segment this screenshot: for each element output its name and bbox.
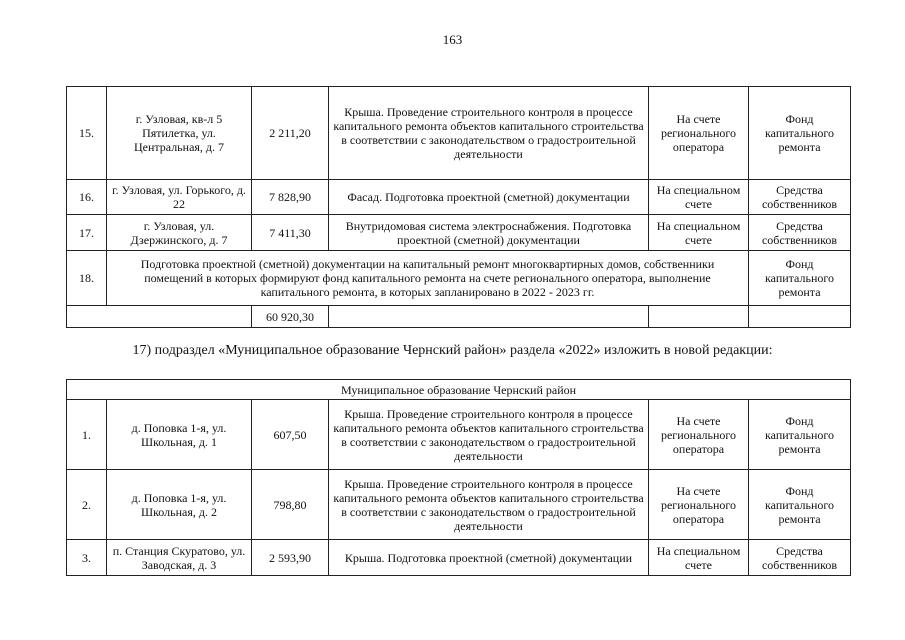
work-type-cell: Крыша. Проведение строительного контроля в процессе капитального ремонта объектов капитального строительства в соответствии с законодательством о градостроительной деятельности [329,400,649,470]
account-type-cell: На счете регионального оператора [649,400,749,470]
funding-source-cell: Фонд капитального ремонта [749,400,851,470]
table-row [67,180,851,215]
address-cell: д. Поповка 1-я, ул. Школьная, д. 1 [107,400,252,470]
address-cell: г. Узловая, ул. Горького, д. 22 [107,180,252,215]
account-type-cell: На специальном счете [649,215,749,251]
row-number: 2. [67,470,107,540]
table-row [67,215,851,251]
section-header: Муниципальное образование Чернский район [67,380,851,400]
account-type-cell: На счете регионального оператора [649,87,749,180]
row-number: 16. [67,180,107,215]
works-table-chernsky [66,379,851,576]
work-type-cell: Крыша. Проведение строительного контроля в процессе капитального ремонта объектов капитального строительства в соответствии с законодательством о градостроительной деятельности [329,470,649,540]
merged-description-cell: Подготовка проектной (сметной) документации на капитальный ремонт многоквартирных домов, собственники помещений в которых формируют фонд капитального ремонта на счете регионального оператора, выполнение капитального ремонта, в которых запланировано в 2022 - 2023 гг. [107,251,749,306]
row-number: 17. [67,215,107,251]
table-row [67,251,851,306]
address-cell: г. Узловая, кв-л 5 Пятилетка, ул. Центральная, д. 7 [107,87,252,180]
page-number: 163 [442,32,463,47]
row-number: 15. [67,87,107,180]
amount-cell: 7 411,30 [252,215,329,251]
amount-cell: 2 593,90 [252,540,329,576]
address-cell: п. Станция Скуратово, ул. Заводская, д. 3 [107,540,252,576]
work-type-cell: Фасад. Подготовка проектной (сметной) документации [329,180,649,215]
address-cell: д. Поповка 1-я, ул. Школьная, д. 2 [107,470,252,540]
works-table-uzlovaya [66,86,851,328]
empty-cell [329,306,649,328]
row-number: 1. [67,400,107,470]
amount-cell: 798,80 [252,470,329,540]
table-row [67,540,851,576]
amendment-paragraph: 17) подраздел «Муниципальное образование Чернский район» раздела «2022» изложить в новой редакции: [132,343,773,358]
amount-cell: 7 828,90 [252,180,329,215]
total-amount: 60 920,30 [252,306,329,328]
account-type-cell: На специальном счете [649,540,749,576]
empty-cell [749,306,851,328]
account-type-cell: На счете регионального оператора [649,470,749,540]
funding-source-cell: Фонд капитального ремонта [749,470,851,540]
funding-source-cell: Фонд капитального ремонта [749,87,851,180]
work-type-cell: Крыша. Подготовка проектной (сметной) документации [329,540,649,576]
amount-cell: 607,50 [252,400,329,470]
row-number: 18. [67,251,107,306]
empty-cell [67,306,252,328]
table-row [67,470,851,540]
amount-cell: 2 211,20 [252,87,329,180]
total-row [67,306,851,328]
row-number: 3. [67,540,107,576]
funding-source-cell: Средства собственников [749,540,851,576]
funding-source-cell: Средства собственников [749,215,851,251]
work-type-cell: Крыша. Проведение строительного контроля в процессе капитального ремонта объектов капитального строительства в соответствии с законодательством о градостроительной деятельности [329,87,649,180]
work-type-cell: Внутридомовая система электроснабжения. Подготовка проектной (сметной) документации [329,215,649,251]
table-row [67,87,851,180]
address-cell: г. Узловая, ул. Дзержинского, д. 7 [107,215,252,251]
account-type-cell: На специальном счете [649,180,749,215]
section-header-row [67,380,851,400]
table-row [67,400,851,470]
empty-cell [649,306,749,328]
funding-source-cell: Фонд капитального ремонта [749,251,851,306]
funding-source-cell: Средства собственников [749,180,851,215]
